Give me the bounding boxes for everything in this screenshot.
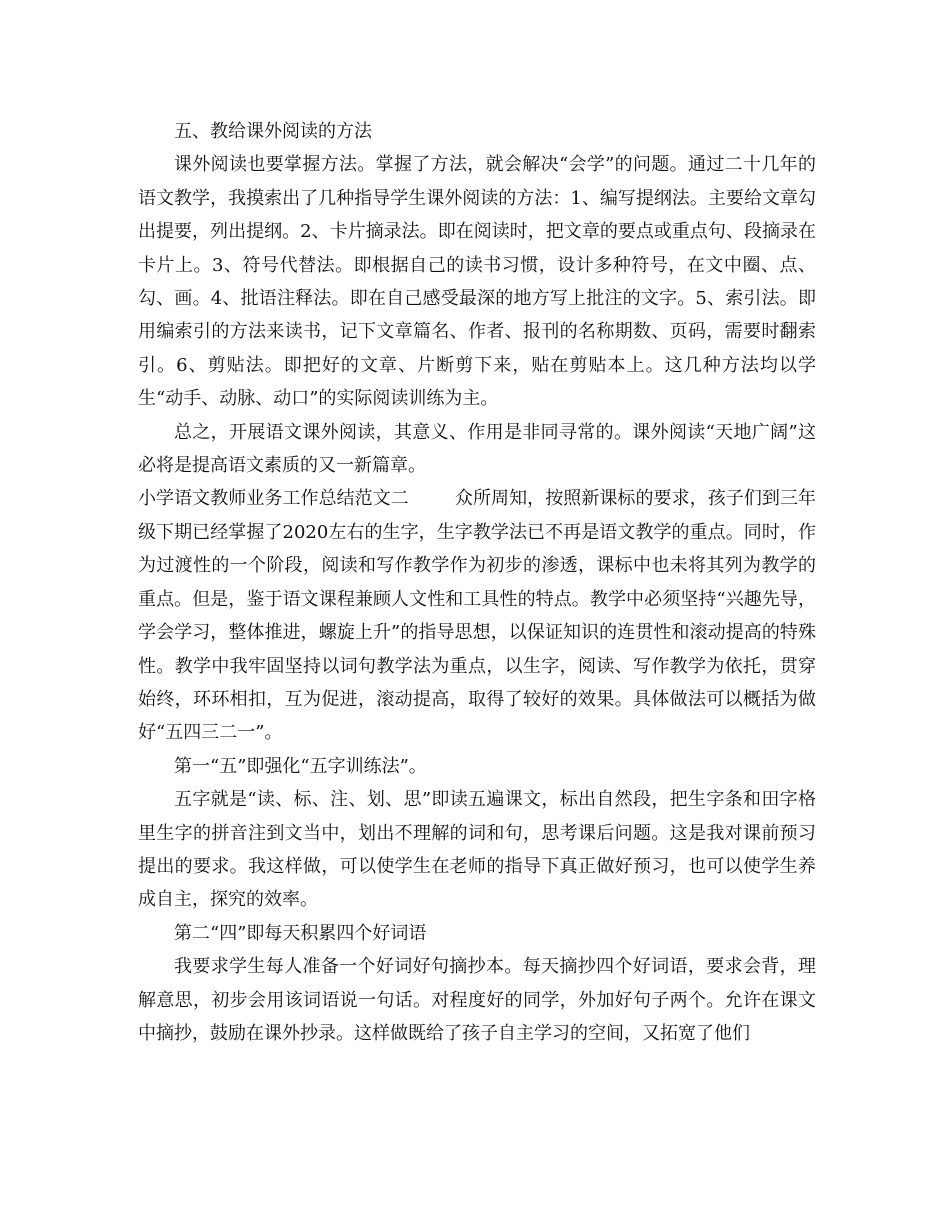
paragraph-reading-methods: 课外阅读也要掌握方法。掌握了方法，就会解决“会学”的问题。通过二十几年的语文教学，我摸索出了几种指导学生课外阅读的方法：1、编写提纲法。主要给文章勾出提要，列出提纲。2、卡片摘录法。即在阅读时，把文章的要点或重点句、段摘录在卡片上。3、符号代替法。即根据自己的读书习惯，设计多种符号，在文中圈、点、勾、画。4、批语注释法。即在自己感受最深的地方写上批注的文字。5、索引法。即用编索引的方法来读书，记下文章篇名、作者、报刊的名称期数、页码，需要时翻索引。6、剪贴法。即把好的文章、片断剪下来，贴在剪贴本上。这几种方法均以学生“动手、动脉、动口”的实际阅读训练为主。: [138, 154, 816, 410]
paragraph-word-collection: 我要求学生每人准备一个好词好句摘抄本。每天摘抄四个好词语，要求会背，理解意思，初步会用该词语说一句话。对程度好的同学，外加好句子两个。允许在课文中摘抄，鼓励在课外抄录。这样做既给了孩子自主学习的空间，又拓宽了他们: [138, 956, 816, 1044]
paragraph-intro: 众所周知，按照新课标的要求，孩子们到三年级下期已经掌握了2020左右的生字，生字教学法已不再是语文教学的重点。同时，作为过渡性的一个阶段，阅读和写作教学作为初步的渗透，课标中也未将其列为教学的重点。但是，鉴于语文课程兼顾人文性和工具性的特点。教学中必须坚持“兴趣先导，学会学习，整体推进，螺旋上升”的指导思想，以保证知识的连贯性和滚动提高的特殊性。教学中我牢固坚持以词句教学法为重点，以生字，阅读、写作教学为依托，贯穿始终，环环相扣，互为促进，滚动提高，取得了较好的效果。具体做法可以概括为做好“五四三二一”。: [138, 488, 817, 744]
paragraph-five-words: 五字就是“读、标、注、划、思”即读五遍课文，标出自然段，把生字条和田字格里生字的拼音注到文当中，划出不理解的词和句，思考课后问题。这是我对课前预习提出的要求。我这样做，可以使学生在老师的指导下真正做好预习，也可以使学生养成自主，探究的效率。: [138, 789, 816, 911]
document-body: [138, 115, 816, 1050]
paragraph-summary: 总之，开展语文课外阅读，其意义、作用是非同寻常的。课外阅读“天地广阔”这必将是提高语文素质的又一新篇章。: [138, 421, 816, 477]
heading-section-five: 五、教给课外阅读的方法: [174, 121, 372, 142]
heading-first-five: 第一“五”即强化“五字训练法”。: [174, 755, 427, 777]
paragraph-intro-block: [138, 482, 816, 749]
heading-second-four: 第二“四”即每天积累四个好词语: [174, 922, 427, 944]
section-title: 小学语文教师业务工作总结范文二: [138, 488, 409, 510]
